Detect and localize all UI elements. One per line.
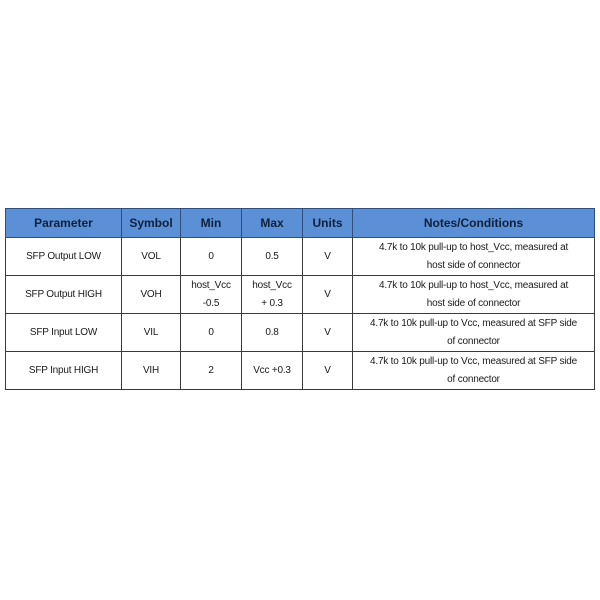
- header-max: Max: [242, 209, 303, 238]
- cell-max-line: + 0.3: [261, 297, 283, 309]
- cell-notes-line: 4.7k to 10k pull-up to host_Vcc, measured at: [378, 241, 569, 253]
- cell-symbol: VIL: [122, 314, 181, 352]
- cell-notes-line: of connector: [447, 373, 500, 385]
- cell-notes: [353, 352, 595, 390]
- cell-min-line: -0.5: [202, 297, 220, 309]
- cell-min-line: 0: [208, 326, 214, 338]
- cell-notes-line: 4.7k to 10k pull-up to Vcc, measured at SFP side: [370, 355, 577, 367]
- table-header: [6, 209, 595, 238]
- cell-notes-line: 4.7k to 10k pull-up to host_Vcc, measured at: [378, 279, 569, 291]
- cell-notes-line: host side of connector: [426, 259, 521, 271]
- cell-notes: [353, 314, 595, 352]
- cell-parameter: SFP Input LOW: [6, 314, 122, 352]
- table-row: [6, 276, 595, 314]
- cell-units: V: [303, 314, 353, 352]
- table-body: [6, 238, 595, 390]
- cell-notes-line: 4.7k to 10k pull-up to Vcc, measured at SFP side: [370, 317, 577, 329]
- header-row: [6, 209, 595, 238]
- cell-notes: [353, 276, 595, 314]
- header-parameter: Parameter: [6, 209, 122, 238]
- cell-max: [242, 352, 303, 390]
- cell-min: [181, 238, 242, 276]
- header-symbol: Symbol: [122, 209, 181, 238]
- cell-parameter: SFP Output HIGH: [6, 276, 122, 314]
- table-row: [6, 238, 595, 276]
- cell-max: [242, 314, 303, 352]
- cell-units: V: [303, 352, 353, 390]
- cell-max-line: 0.5: [265, 250, 279, 262]
- cell-notes-line: of connector: [447, 335, 500, 347]
- cell-max-line: Vcc +0.3: [253, 364, 291, 376]
- cell-parameter: SFP Input HIGH: [6, 352, 122, 390]
- cell-symbol: VOH: [122, 276, 181, 314]
- cell-parameter: SFP Output LOW: [6, 238, 122, 276]
- cell-min: [181, 276, 242, 314]
- cell-notes: [353, 238, 595, 276]
- cell-min-line: 2: [208, 364, 214, 376]
- cell-max: [242, 238, 303, 276]
- cell-max-line: 0.8: [265, 326, 279, 338]
- cell-units: V: [303, 276, 353, 314]
- cell-min-line: host_Vcc: [191, 279, 231, 291]
- header-notes: Notes/Conditions: [353, 209, 595, 238]
- sfp-electrical-spec-table: [5, 208, 595, 390]
- cell-notes-line: host side of connector: [426, 297, 521, 309]
- cell-min-line: 0: [208, 250, 214, 262]
- cell-units: V: [303, 238, 353, 276]
- cell-min: [181, 314, 242, 352]
- cell-symbol: VOL: [122, 238, 181, 276]
- table-row: [6, 314, 595, 352]
- cell-min: [181, 352, 242, 390]
- cell-symbol: VIH: [122, 352, 181, 390]
- table-row: [6, 352, 595, 390]
- header-units: Units: [303, 209, 353, 238]
- cell-max: [242, 276, 303, 314]
- header-min: Min: [181, 209, 242, 238]
- cell-max-line: host_Vcc: [252, 279, 292, 291]
